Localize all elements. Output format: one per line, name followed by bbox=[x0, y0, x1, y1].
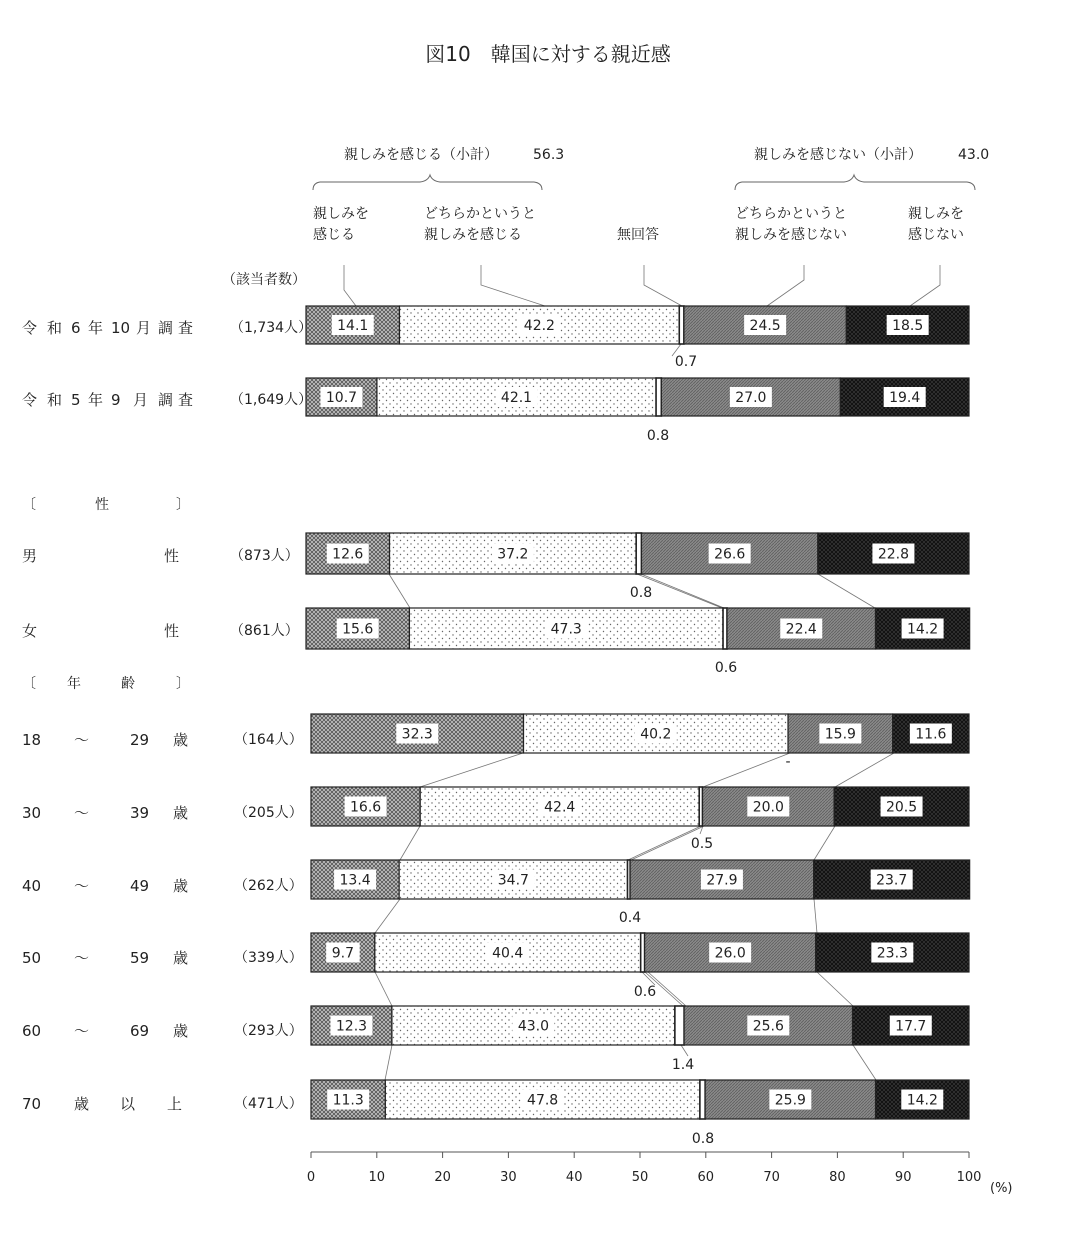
row-count: （339人） bbox=[234, 950, 303, 966]
data-label: 18.5 bbox=[892, 318, 924, 334]
row-label-part: 性 bbox=[164, 622, 180, 640]
bar-row bbox=[22, 608, 970, 676]
row-label-part: 69 bbox=[130, 1022, 150, 1040]
row-label-part: 調 bbox=[158, 391, 174, 409]
row-label-part: 歳 bbox=[173, 804, 189, 822]
data-label: 9.7 bbox=[331, 945, 355, 962]
data-label: 22.4 bbox=[785, 621, 817, 638]
leader-r8-r9-a bbox=[385, 1045, 392, 1080]
data-label: 24.5 bbox=[749, 318, 781, 334]
data-label: 47.8 bbox=[527, 1092, 559, 1109]
data-label-no-answer: 0.8 bbox=[691, 1131, 715, 1147]
row-label-part: 40 bbox=[22, 877, 42, 895]
row-label-part: 調 bbox=[158, 319, 174, 337]
bar-segment-3 bbox=[679, 306, 684, 344]
leader-r8-r9-d bbox=[853, 1045, 876, 1080]
legend-label-1-line2: 感じる bbox=[313, 227, 355, 243]
data-label-no-answer: 0.6 bbox=[633, 984, 657, 1000]
section-label-sex bbox=[22, 496, 190, 513]
row-label-part: 上 bbox=[167, 1095, 183, 1113]
data-label-no-answer: 0.4 bbox=[618, 910, 642, 926]
section-sex-text: 性 bbox=[95, 497, 109, 513]
x-tick-label: 50 bbox=[631, 1170, 649, 1185]
bar-segment-3 bbox=[700, 1080, 705, 1119]
group-header-left: 親しみを感じる（小計） bbox=[344, 147, 498, 163]
row-label-part: 月 bbox=[133, 391, 149, 409]
leader-r4-r5-a bbox=[420, 753, 523, 787]
x-tick-label: 90 bbox=[894, 1170, 912, 1185]
row-label-part: 5 bbox=[71, 391, 81, 409]
data-label-no-answer: 0.7 bbox=[674, 354, 698, 370]
row-label-part: 18 bbox=[22, 731, 42, 749]
section-age-text-2: 齢 bbox=[121, 676, 135, 692]
row-label-part: ～ bbox=[74, 1022, 90, 1040]
leader-r2-r3-a bbox=[389, 574, 410, 608]
leader-r5-r6-d bbox=[814, 826, 835, 860]
legend-label-1-line1: 親しみを bbox=[313, 206, 369, 222]
section-sex-bracket-open: 〔 bbox=[22, 497, 36, 513]
data-label-no-answer: 0.8 bbox=[646, 428, 670, 444]
leader-r6-r7-d bbox=[814, 899, 817, 933]
data-label: 34.7 bbox=[497, 872, 529, 889]
group-header-right: 親しみを感じない（小計） bbox=[754, 147, 922, 163]
leader-r7-r8-a bbox=[375, 972, 392, 1006]
data-label: 17.7 bbox=[895, 1018, 927, 1035]
row-label-part: 性 bbox=[164, 547, 180, 565]
data-label: 23.7 bbox=[876, 872, 908, 889]
row-count: （1,649人） bbox=[230, 392, 313, 408]
legend-leader-1 bbox=[344, 265, 356, 306]
data-label: 42.4 bbox=[544, 799, 576, 816]
x-tick-label: 70 bbox=[763, 1170, 780, 1185]
group-total-right: 43.0 bbox=[958, 147, 990, 163]
data-label: 14.2 bbox=[906, 1092, 938, 1109]
data-label: 10.7 bbox=[325, 390, 358, 406]
row-label-part: 歳 bbox=[74, 1095, 90, 1113]
data-label: 12.3 bbox=[335, 1018, 368, 1035]
leader-r4-r5-d bbox=[835, 753, 894, 787]
data-label-no-answer: 0.5 bbox=[690, 836, 714, 852]
x-axis bbox=[307, 1152, 982, 1185]
bars bbox=[22, 306, 970, 1147]
row-label-part: 歳 bbox=[173, 731, 189, 749]
data-label: 25.9 bbox=[774, 1092, 806, 1109]
bar-row bbox=[22, 787, 969, 852]
row-label-part: 年 bbox=[88, 391, 104, 409]
row-label-part: ～ bbox=[74, 949, 90, 967]
data-label: 15.9 bbox=[824, 726, 856, 743]
row-label-part: 70 bbox=[22, 1095, 42, 1113]
data-label: 14.1 bbox=[337, 318, 369, 334]
x-tick-label: 0 bbox=[306, 1170, 316, 1185]
leader-r7-r8-d bbox=[817, 972, 853, 1006]
row-label-part: 30 bbox=[22, 804, 42, 822]
data-label-no-answer: 1.4 bbox=[671, 1057, 695, 1073]
data-label: 40.4 bbox=[492, 945, 524, 962]
row-label-part: 50 bbox=[22, 949, 42, 967]
leader-r8-na bbox=[681, 1045, 688, 1056]
data-label: 19.4 bbox=[889, 390, 921, 406]
row-count: （293人） bbox=[234, 1023, 303, 1039]
x-axis-unit: (%) bbox=[990, 1181, 1013, 1196]
row-label-part: ～ bbox=[74, 731, 90, 749]
legend-leader-2 bbox=[481, 265, 545, 306]
data-label: 14.2 bbox=[907, 621, 939, 638]
data-label: 20.0 bbox=[752, 799, 784, 816]
bar-row bbox=[22, 714, 969, 770]
row-label-part: 60 bbox=[22, 1022, 42, 1040]
bar-row bbox=[22, 860, 970, 926]
row-count: （1,734人） bbox=[230, 320, 313, 336]
x-tick-label: 30 bbox=[500, 1170, 517, 1185]
data-label: 42.1 bbox=[500, 390, 533, 406]
x-tick-label: 10 bbox=[368, 1170, 386, 1185]
row-label-part: 男 bbox=[22, 547, 38, 565]
data-label: 37.2 bbox=[497, 546, 529, 563]
row-label-part: ～ bbox=[74, 877, 90, 895]
bar-row bbox=[22, 933, 969, 1000]
data-label: 20.5 bbox=[885, 799, 918, 816]
legend-label-2-line2: 親しみを感じる bbox=[424, 227, 522, 243]
legend-label-4-line2: 親しみを感じない bbox=[735, 227, 847, 243]
x-tick-label: 80 bbox=[829, 1170, 846, 1185]
data-label: 27.0 bbox=[735, 390, 767, 406]
data-label: 16.6 bbox=[350, 799, 382, 816]
count-header: （該当者数） bbox=[222, 272, 306, 288]
data-label-no-answer: - bbox=[785, 754, 791, 770]
chart-title: 図10 韓国に対する親近感 bbox=[425, 42, 671, 66]
row-count: （205人） bbox=[234, 805, 303, 821]
section-age-bracket-close: 〕 bbox=[176, 676, 190, 692]
legend-label-5-line2: 感じない bbox=[908, 227, 964, 243]
data-label: 13.4 bbox=[339, 872, 371, 889]
bar-row bbox=[22, 306, 969, 370]
legend-label-5-line1: 親しみを bbox=[908, 206, 964, 222]
data-label: 22.8 bbox=[877, 546, 910, 563]
leader-r5-r6-c bbox=[400, 826, 420, 860]
data-label: 47.3 bbox=[550, 621, 582, 638]
bar-segment-3 bbox=[656, 378, 661, 416]
legend-leader-4 bbox=[767, 265, 804, 306]
row-count: （471人） bbox=[234, 1096, 303, 1112]
legend-leaders bbox=[344, 265, 940, 306]
data-label: 11.3 bbox=[332, 1092, 364, 1109]
row-label-part: 歳 bbox=[173, 949, 189, 967]
data-label: 43.0 bbox=[517, 1018, 549, 1035]
row-label-part: 39 bbox=[130, 804, 150, 822]
data-label-no-answer: 0.6 bbox=[714, 660, 738, 676]
row-label-part: 59 bbox=[130, 949, 150, 967]
bar-segment-3 bbox=[636, 533, 641, 574]
x-tick-label: 100 bbox=[956, 1170, 982, 1185]
row-label-part: 49 bbox=[130, 877, 150, 895]
row-label-part: 査 bbox=[178, 391, 194, 409]
bar-row bbox=[22, 533, 969, 601]
legend-leader-5 bbox=[910, 265, 940, 306]
section-age-text-1: 年 bbox=[67, 676, 81, 692]
row-count: （262人） bbox=[234, 878, 303, 894]
data-label: 25.6 bbox=[752, 1018, 784, 1035]
row-label-part: 査 bbox=[178, 319, 194, 337]
leader-r6-r7-a bbox=[375, 899, 400, 933]
leader-r4-r5-na bbox=[703, 753, 790, 787]
data-label: 32.3 bbox=[401, 726, 433, 743]
leader-r2-r3-d bbox=[818, 574, 875, 608]
data-label: 40.2 bbox=[640, 726, 672, 743]
group-total-left: 56.3 bbox=[533, 147, 565, 163]
brace-right bbox=[735, 175, 975, 190]
row-label-part: 歳 bbox=[173, 877, 189, 895]
data-label: 26.0 bbox=[714, 945, 746, 962]
row-label-part: 10 bbox=[111, 319, 131, 337]
legend-label-4-line1: どちらかというと bbox=[735, 206, 847, 222]
x-tick-label: 60 bbox=[697, 1170, 715, 1185]
legend-leader-3 bbox=[644, 265, 682, 306]
bar-row bbox=[22, 1006, 969, 1073]
data-label: 27.9 bbox=[706, 872, 738, 889]
brace-left bbox=[313, 175, 542, 190]
data-label: 11.6 bbox=[915, 726, 947, 743]
row-label-part: 和 bbox=[47, 391, 63, 409]
row-label-part: 以 bbox=[120, 1095, 136, 1113]
row-label-part: 9 bbox=[111, 391, 121, 409]
section-age-bracket-open: 〔 bbox=[22, 676, 36, 692]
row-label-part: 歳 bbox=[173, 1022, 189, 1040]
row-count: （873人） bbox=[230, 548, 299, 564]
row-label-part: 6 bbox=[71, 319, 81, 337]
bar-row bbox=[22, 378, 969, 444]
row-label-part: 令 bbox=[22, 319, 38, 337]
row-count: （164人） bbox=[234, 732, 303, 748]
data-label-no-answer: 0.8 bbox=[629, 585, 653, 601]
data-label: 12.6 bbox=[332, 546, 364, 563]
x-tick-label: 40 bbox=[565, 1170, 583, 1185]
bar-segment-3 bbox=[675, 1006, 684, 1045]
legend-label-2-line1: どちらかというと bbox=[424, 206, 536, 222]
row-label-part: 女 bbox=[22, 622, 38, 640]
section-sex-bracket-close: 〕 bbox=[176, 497, 190, 513]
row-label-part: ～ bbox=[74, 804, 90, 822]
row-label-part: 年 bbox=[88, 319, 104, 337]
row-label-part: 29 bbox=[130, 731, 150, 749]
data-label: 42.2 bbox=[523, 318, 555, 334]
row-count: （861人） bbox=[230, 623, 299, 639]
row-label-part: 令 bbox=[22, 391, 38, 409]
row-label-part: 月 bbox=[136, 319, 152, 337]
legend-label-3: 無回答 bbox=[617, 227, 659, 243]
row-label-part: 和 bbox=[47, 319, 63, 337]
data-label: 26.6 bbox=[714, 546, 746, 563]
x-tick-label: 20 bbox=[434, 1170, 451, 1185]
data-label: 23.3 bbox=[876, 945, 908, 962]
data-label: 15.6 bbox=[342, 621, 374, 638]
section-label-age bbox=[22, 675, 190, 692]
bar-row bbox=[22, 1080, 969, 1147]
